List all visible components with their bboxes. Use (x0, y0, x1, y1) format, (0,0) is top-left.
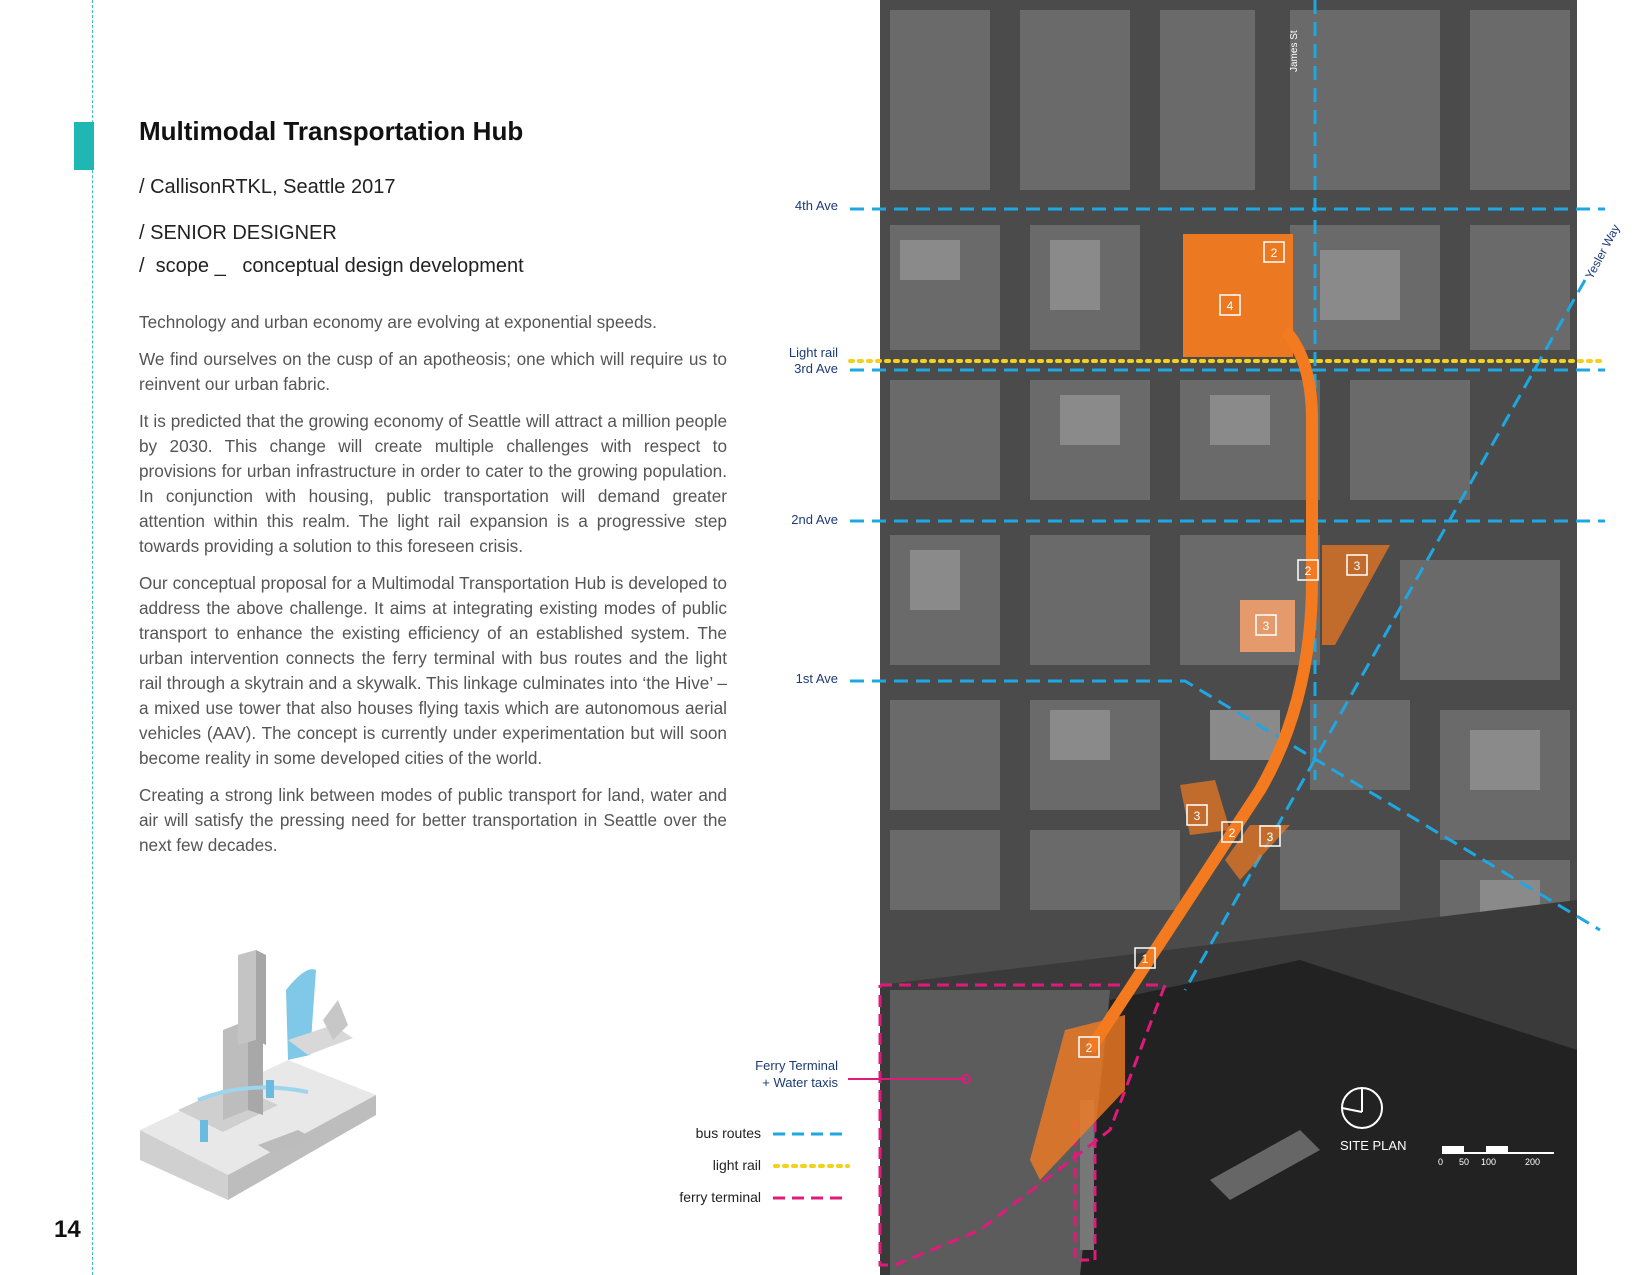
marker-label: 2 (1304, 564, 1312, 578)
scope-line: / scope _ conceptual design development (139, 255, 524, 277)
page-number: 14 (54, 1216, 81, 1243)
paragraph: We find ourselves on the cusp of an apotheosis; one which will require us to reinvent our urban fabric. (139, 349, 727, 394)
street-label-james-st: James St (1289, 30, 1300, 72)
paragraph: Technology and urban economy are evolving at exponential speeds. (139, 312, 657, 332)
site-plan-label: SITE PLAN (1340, 1138, 1407, 1153)
marker-label: 4 (1226, 299, 1234, 313)
marker-label: 2 (1085, 1041, 1093, 1055)
marker-label: 3 (1193, 809, 1201, 823)
street-label-light-rail: Light rail (788, 345, 838, 360)
paragraph: Our conceptual proposal for a Multimodal Transportation Hub is developed to address the above challenge. It aims at integrating existing modes of public transport to enhance the existing efficiency of an established system. The urban intervention connects the ferry terminal with bus routes and the light rail through a skytrain and a skywalk. This linkage culminates into ‘the Hive’ – a mixed use tower that also houses flying taxis which are autonomous aerial vehicles (AAV). The concept is currently under experimentation but will soon become reality in some developed cities of the world. (139, 573, 727, 768)
legend-ferry-terminal: ferry terminal (679, 1189, 761, 1205)
street-label-2nd-ave: 2nd Ave (791, 512, 838, 527)
legend-bus-routes: bus routes (695, 1125, 761, 1141)
street-label-yesler-way: Yesler Way (1582, 222, 1623, 282)
numbered-markers (1079, 242, 1367, 1057)
street-label-4th-ave: 4th Ave (794, 198, 838, 213)
page-title: Multimodal Transportation Hub (139, 116, 524, 146)
scale-label: 200 (1525, 1157, 1541, 1167)
street-label-3rd-ave: 3rd Ave (794, 361, 838, 376)
marker-label: 1 (1141, 952, 1149, 966)
project-subtitle: / CallisonRTKL, Seattle 2017 (139, 176, 396, 198)
marker-label: 2 (1270, 246, 1278, 260)
scale-label: 0 (1438, 1157, 1444, 1167)
bus-route-1st-ave (850, 681, 1600, 930)
marker-label: 3 (1266, 830, 1274, 844)
ferry-terminal-label: Ferry Terminal (755, 1058, 838, 1073)
street-label-1st-ave: 1st Ave (795, 671, 838, 686)
marker-label: 3 (1262, 619, 1270, 633)
water-taxis-label: + Water taxis (762, 1075, 838, 1090)
marker-label: 3 (1353, 559, 1361, 573)
paragraph: Creating a strong link between modes of public transport for land, water and air will satisfy the pressing need for better transportation in Seattle over the next few decades. (139, 785, 727, 855)
paragraph: It is predicted that the growing economy of Seattle will attract a million people by 2030. This change will create multiple challenges with respect to provisions for urban infrastructure in order to cater to the growing population. In conjunction with housing, public transportation will demand greater attention within this realm. The light rail expansion is a progressive step towards providing a solution to this foreseen crisis. (139, 411, 727, 556)
scale-label: 50 (1459, 1157, 1470, 1167)
scale-bar (1442, 1146, 1554, 1154)
ferry-terminal-pier (1075, 1120, 1095, 1260)
marker-label: 2 (1228, 826, 1236, 840)
legend-light-rail: light rail (712, 1157, 761, 1173)
role-line: / SENIOR DESIGNER (139, 222, 337, 244)
scale-label: 100 (1481, 1157, 1497, 1167)
